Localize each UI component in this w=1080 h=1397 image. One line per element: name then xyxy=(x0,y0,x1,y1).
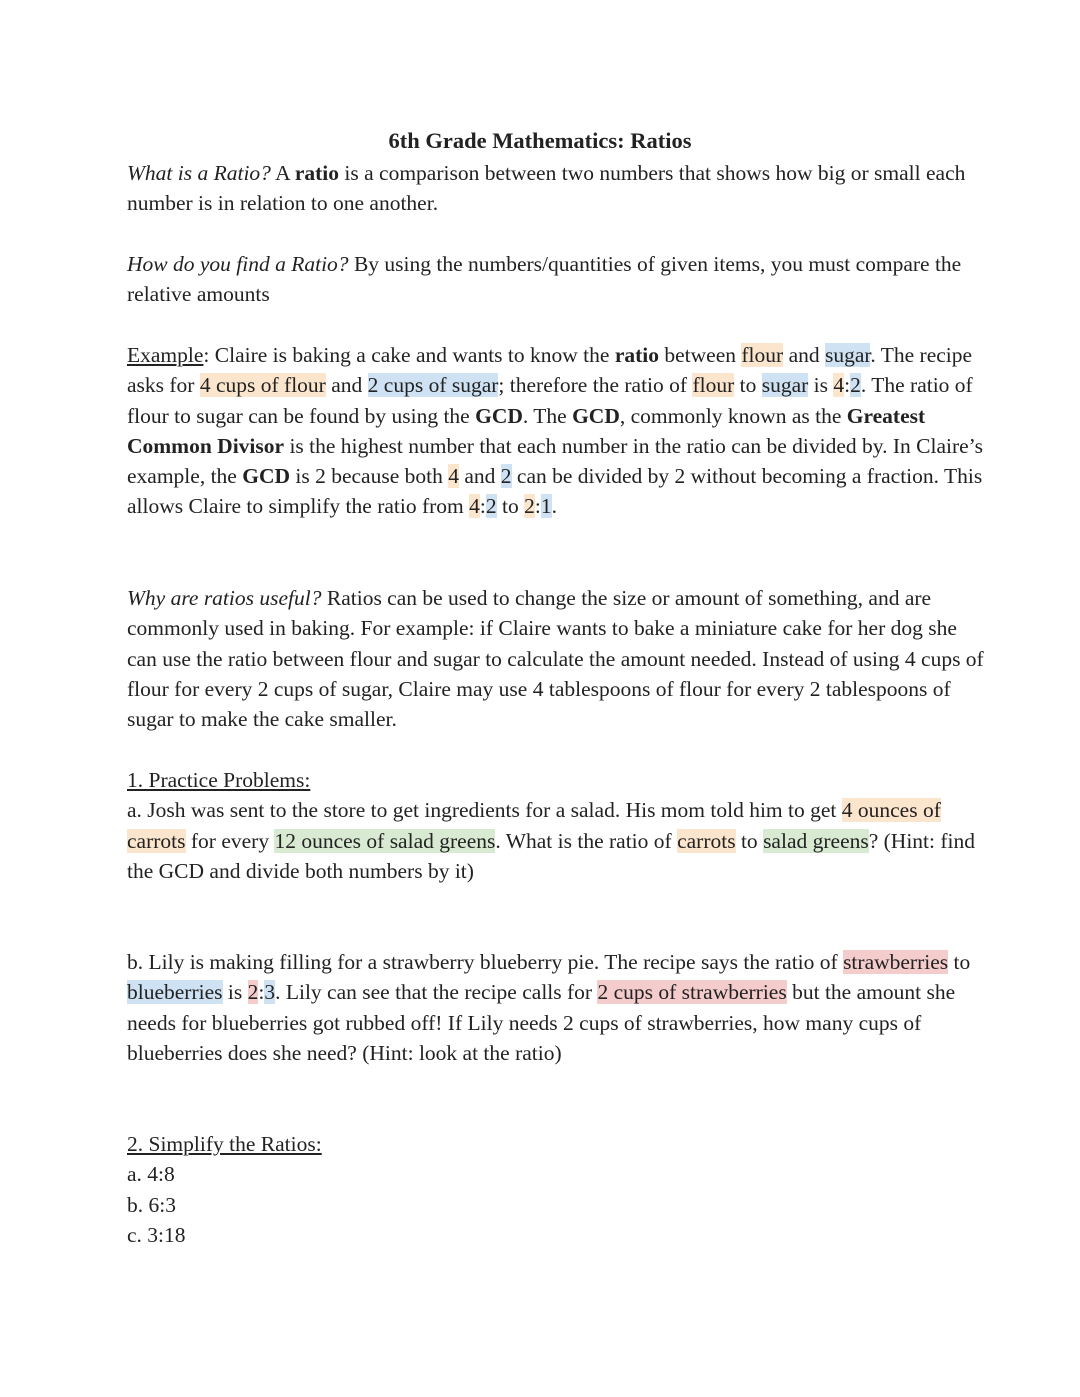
flour-highlight: flour xyxy=(741,343,784,367)
blueberries-highlight: blueberries xyxy=(127,980,223,1005)
strawberries-highlight: strawberries xyxy=(843,950,949,974)
simplify-item: b. 6:3 xyxy=(127,1192,176,1217)
what-is-ratio-paragraph: What is a Ratio? A ratio is a comparison between two numbers that shows how big or small each number is in relation to one another. xyxy=(127,161,966,216)
simplify-section xyxy=(127,1129,987,1250)
problem-a: a. Josh was sent to the store to get ingredients for a salad. His mom told him to get 4 ounces of carrots for every 12 ounces of salad greens. What is the ratio of carrots to salad greens? (Hint: find the GCD and divide both numbers by it) xyxy=(127,798,976,883)
why-useful-paragraph: Why are ratios useful? Ratios can be used to change the size or amount of something, and are commonly used in baking. For example: if Claire wants to bake a miniature cake for her dog she can use the ratio between flour and sugar to calculate the amount needed. Instead of using 4 cups of flour for every 2 cups of sugar, Claire may use 4 tablespoons of flour for every 2 tablespoons of sugar to make the cake smaller. xyxy=(127,586,984,732)
sugar-highlight: sugar xyxy=(824,343,871,367)
example-label: Example xyxy=(127,343,204,367)
simplify-item: a. 4:8 xyxy=(127,1162,175,1187)
page-title: 6th Grade Mathematics: Ratios xyxy=(388,128,692,153)
ratio-term: ratio xyxy=(294,161,340,185)
simplify-item: c. 3:18 xyxy=(127,1222,186,1247)
gcd-definition-term: Greatest Common Divisor xyxy=(127,403,926,458)
practice-problems-section xyxy=(127,765,987,886)
practice-heading: 1. Practice Problems: xyxy=(127,768,311,792)
sugar-amount-highlight: 2 cups of sugar xyxy=(367,373,499,398)
carrots-amount-highlight: 4 ounces of carrots xyxy=(127,798,941,853)
flour-amount-highlight: 4 cups of flour xyxy=(199,373,326,398)
strawberries-amount-highlight: 2 cups of strawberries xyxy=(597,980,787,1005)
why-question: Why are ratios useful? xyxy=(127,586,322,610)
example-paragraph: Example: Claire is baking a cake and wants to know the ratio between flour and sugar. The recipe asks for 4 cups of flour and 2 cups of sugar; therefore the ratio of flour to sugar is 4:2. The ratio of flour to sugar can be found by using the GCD. The GCD, commonly known as the Greatest Common Divisor is the highest number that each number in the ratio can be divided by. In Claire’s example, the GCD is 2 because both 4 and 2 can be divided by 2 without becoming a fraction. This allows Claire to simplify the ratio from 4:2 to 2:1. xyxy=(127,343,984,519)
greens-amount-highlight: 12 ounces of salad greens xyxy=(274,828,496,853)
simplify-heading: 2. Simplify the Ratios: xyxy=(127,1132,322,1156)
what-question: What is a Ratio? xyxy=(127,161,271,185)
how-question: How do you find a Ratio? xyxy=(127,252,349,276)
problem-b: b. Lily is making filling for a strawberry blueberry pie. The recipe says the ratio of strawberries to blueberries is 2:3. Lily can see that the recipe calls for 2 cups of strawberries but the amount she needs for blueberries got rubbed off! If Lily needs 2 cups of strawberries, how many cups of blueberries does she need? (Hint: look at the ratio) xyxy=(127,950,971,1065)
how-find-ratio-paragraph: How do you find a Ratio? By using the numbers/quantities of given items, you must compare the relative amounts xyxy=(127,252,962,307)
